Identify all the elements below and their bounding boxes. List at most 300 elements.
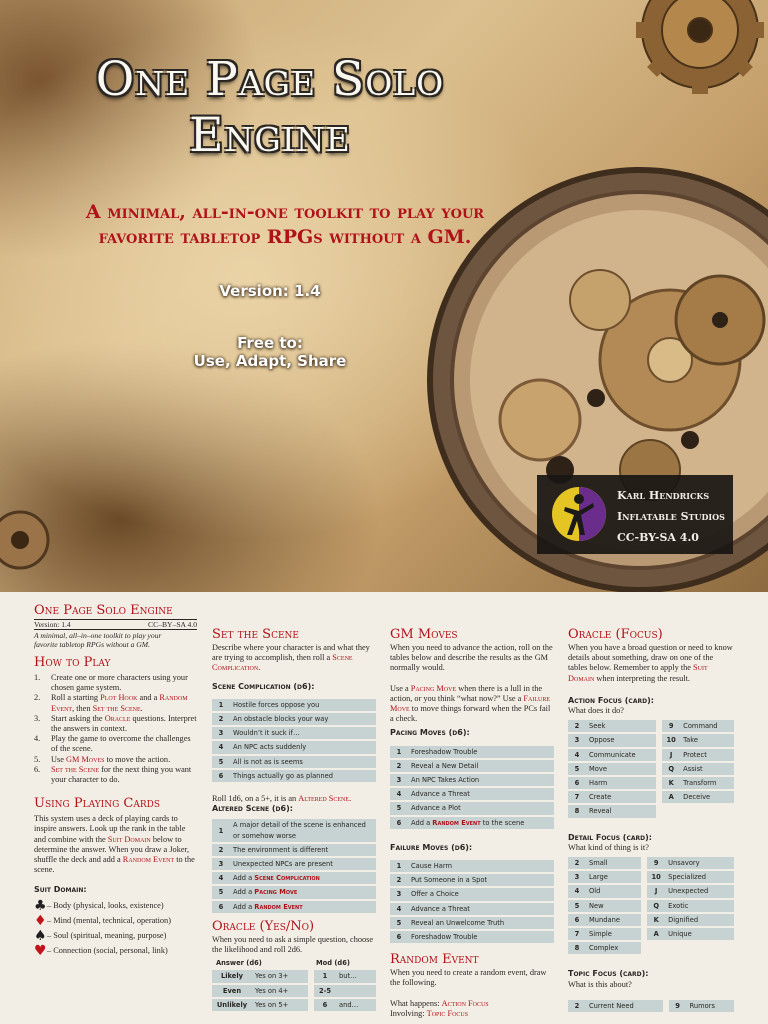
likelihood-value: Yes on 5+ bbox=[252, 999, 308, 1011]
step-text bbox=[51, 755, 170, 765]
text-run: All is not as is seems bbox=[233, 757, 303, 766]
roll-number: 6 bbox=[390, 817, 408, 829]
text-run: Hostile forces oppose you bbox=[233, 700, 320, 709]
complication-row bbox=[212, 713, 376, 725]
likelihood-value: Yes on 3+ bbox=[252, 970, 308, 982]
highlighted-term: Set the Scene bbox=[51, 764, 100, 774]
text-run: Advance a Plot bbox=[411, 804, 461, 813]
set-scene-title: Set the Scene bbox=[212, 627, 299, 642]
random-event-title: Random Event bbox=[390, 952, 479, 968]
card-result: Large bbox=[586, 871, 641, 883]
card-result bbox=[680, 805, 734, 817]
failure-table bbox=[390, 858, 554, 945]
card-result: Specialized bbox=[665, 871, 734, 883]
text-run: when there is a lull in the action, or you think “what now?” Use a bbox=[390, 683, 543, 703]
author-box bbox=[537, 475, 733, 554]
failure-title: Failure Moves (d6): bbox=[390, 842, 473, 852]
step-text bbox=[51, 765, 197, 785]
roll-result bbox=[230, 858, 376, 870]
roll-number: 5 bbox=[390, 917, 408, 929]
card-rank: Q bbox=[662, 763, 680, 775]
roll-number: 4 bbox=[212, 872, 230, 884]
step-item bbox=[34, 693, 197, 713]
highlighted-term: Scene Complication bbox=[212, 653, 353, 673]
roll-result bbox=[230, 770, 376, 782]
answer-header: Answer (d6) bbox=[216, 959, 262, 968]
suit-list bbox=[34, 899, 197, 959]
roll-number: 6 bbox=[390, 931, 408, 943]
pacing-row bbox=[390, 802, 554, 814]
column-4 bbox=[568, 592, 734, 1014]
action-focus-title: Action Focus (card): bbox=[568, 695, 654, 705]
text-run: Cause Harm bbox=[411, 862, 453, 871]
oracle-focus-text bbox=[568, 643, 734, 684]
highlighted-term: Failure Move bbox=[390, 693, 551, 714]
card-result: New bbox=[586, 900, 641, 912]
highlighted-term: Oracle bbox=[104, 713, 131, 723]
complication-row bbox=[212, 756, 376, 768]
author-name: Karl Hendricks bbox=[617, 489, 710, 502]
text-run: Reveal an Unwelcome Truth bbox=[411, 918, 505, 927]
roll-result bbox=[408, 746, 554, 758]
involving-value: Topic Focus bbox=[426, 1008, 469, 1018]
clubs-icon: ♣ bbox=[34, 898, 47, 915]
roll-number: 3 bbox=[390, 888, 408, 900]
detail-focus-row bbox=[568, 857, 734, 869]
what-happens-label: What happens: bbox=[390, 998, 442, 1008]
card-result: Oppose bbox=[586, 734, 656, 746]
roll-result bbox=[230, 741, 376, 753]
highlighted-term: Random Event bbox=[254, 902, 303, 911]
roll-result bbox=[230, 886, 376, 898]
subtitle-line-2: favorite tabletop RPGs without a GM. bbox=[98, 226, 472, 248]
detail-focus-row bbox=[568, 885, 734, 897]
text-run: , then bbox=[72, 703, 93, 713]
studio-name: Inflatable Studios bbox=[617, 510, 725, 523]
roll-result bbox=[408, 802, 554, 814]
pacing-row bbox=[390, 760, 554, 772]
text-run: questions. Interpret the answers in context. bbox=[51, 713, 197, 734]
roll-result bbox=[408, 788, 554, 800]
card-result: Unique bbox=[665, 928, 734, 940]
text-run: Advance a Threat bbox=[411, 790, 470, 799]
complication-row bbox=[212, 699, 376, 711]
text-run: and a bbox=[137, 693, 160, 703]
card-result: Unexpected bbox=[665, 885, 734, 897]
altered-row bbox=[212, 901, 376, 913]
roll-result bbox=[230, 727, 376, 739]
highlighted-term: Random Event bbox=[432, 818, 481, 827]
text-run: Reveal a New Detail bbox=[411, 761, 479, 770]
mod-value: but… bbox=[336, 970, 376, 982]
highlighted-term: Set the Scene bbox=[92, 703, 141, 713]
card-result: Command bbox=[680, 720, 734, 732]
altered-row bbox=[212, 886, 376, 898]
card-result: Current Need bbox=[586, 1000, 663, 1012]
text-run: Describe where your character is and what they are trying to accomplish, then roll a bbox=[212, 643, 370, 663]
failure-row bbox=[390, 874, 554, 886]
using-cards-title: Using Playing Cards bbox=[34, 796, 161, 812]
failure-row bbox=[390, 931, 554, 943]
text-run: Put Someone in a Spot bbox=[411, 876, 488, 885]
inflatable-studios-logo bbox=[550, 485, 608, 543]
detail-focus-row bbox=[568, 928, 734, 940]
column-1 bbox=[34, 592, 197, 959]
card-result: Transform bbox=[680, 777, 734, 789]
text-run: An NPC acts suddenly bbox=[233, 743, 307, 752]
card-rank bbox=[662, 805, 680, 817]
pacing-row bbox=[390, 788, 554, 800]
failure-row bbox=[390, 903, 554, 915]
action-focus-row bbox=[568, 777, 734, 789]
card-result: Assist bbox=[680, 763, 734, 775]
text-run: Offer a Choice bbox=[411, 890, 459, 899]
suit-row bbox=[34, 914, 197, 929]
roll-result bbox=[408, 817, 554, 829]
free-to-label: Free to: bbox=[237, 334, 303, 352]
card-result: Seek bbox=[586, 720, 656, 732]
action-focus-row bbox=[568, 734, 734, 746]
roll-number: 3 bbox=[212, 727, 230, 739]
action-focus-table bbox=[568, 718, 734, 819]
step-item bbox=[34, 673, 197, 693]
column-2 bbox=[212, 592, 376, 1013]
step-item bbox=[34, 734, 197, 754]
mod-value bbox=[336, 985, 376, 997]
oracle-row bbox=[212, 970, 376, 982]
roll-result bbox=[230, 699, 376, 711]
detail-focus-row bbox=[568, 900, 734, 912]
gm-moves-title: GM Moves bbox=[390, 627, 458, 642]
oracle-yesno-text: When you need to ask a simple question, choose the likelihood and roll 2d6. bbox=[212, 934, 374, 955]
oracle-row bbox=[212, 985, 376, 997]
altered-row bbox=[212, 872, 376, 884]
text-run: The environment is different bbox=[233, 845, 329, 854]
highlighted-term: Plot Hook bbox=[100, 693, 138, 703]
roll-number: 4 bbox=[390, 788, 408, 800]
step-number: 6. bbox=[34, 764, 41, 774]
roll-number: 6 bbox=[212, 901, 230, 913]
text-run: When you have a broad question or need to know details about something, draw on one of the tables below. Remember to apply the bbox=[568, 643, 733, 673]
card-result: Rumors bbox=[687, 1000, 734, 1012]
text-run: Foreshadow Trouble bbox=[411, 747, 478, 756]
pacing-row bbox=[390, 817, 554, 829]
oracle-yesno-table bbox=[212, 968, 376, 1013]
card-rank: J bbox=[662, 749, 680, 761]
text-run: Wouldn’t it suck if… bbox=[233, 729, 300, 738]
text-run: Advance a Threat bbox=[411, 904, 470, 913]
suit-text: – Connection (social, personal, link) bbox=[47, 946, 168, 956]
altered-row bbox=[212, 858, 376, 870]
card-rank: J bbox=[647, 885, 665, 897]
card-rank: 8 bbox=[568, 805, 586, 817]
text-run: below to determine the answer. When you draw a Joker, shuffle the deck and add a bbox=[34, 834, 190, 865]
roll-number: 4 bbox=[390, 903, 408, 915]
roll-result bbox=[230, 901, 376, 913]
card-rank: 2 bbox=[568, 1000, 586, 1012]
text-run: Start asking the bbox=[51, 713, 105, 723]
card-rank: 4 bbox=[568, 749, 586, 761]
highlighted-term: Pacing Move bbox=[254, 888, 298, 897]
set-scene-text bbox=[212, 643, 376, 674]
text-run: An obstacle blocks your way bbox=[233, 715, 329, 724]
highlighted-term: Suit Domain bbox=[107, 834, 151, 844]
oracle-headers bbox=[212, 958, 376, 968]
gm-moves-text: When you need to advance the action, roll on the tables below and describe the results as the GM normally would. bbox=[390, 643, 553, 673]
version-row bbox=[34, 620, 197, 630]
license-text: CC–BY–SA 4.0 bbox=[148, 620, 197, 629]
card-rank: 5 bbox=[568, 900, 586, 912]
detail-focus-row bbox=[568, 914, 734, 926]
card-result: Small bbox=[586, 857, 641, 869]
tagline-line-2: favorite tabletop RPGs without a GM. bbox=[34, 640, 151, 649]
step-number: 1. bbox=[34, 673, 41, 682]
card-result: Simple bbox=[586, 928, 641, 940]
roll-number: 2 bbox=[212, 713, 230, 725]
complication-table bbox=[212, 697, 376, 784]
roll-result bbox=[230, 872, 376, 884]
step-number: 5. bbox=[34, 754, 41, 764]
roll-result bbox=[408, 888, 554, 900]
card-result: Old bbox=[586, 885, 641, 897]
step-number: 3. bbox=[34, 713, 41, 723]
card-result: Harm bbox=[586, 777, 656, 789]
action-focus-row bbox=[568, 749, 734, 761]
card-result bbox=[665, 942, 734, 954]
roll-text bbox=[212, 794, 376, 804]
card-rank bbox=[647, 942, 665, 954]
detail-focus-title: Detail Focus (card): bbox=[568, 832, 652, 842]
highlighted-term: Suit Domain bbox=[568, 663, 708, 683]
text-run: Roll a starting bbox=[51, 693, 101, 703]
text-run: Create one or more characters using your chosen game system. bbox=[51, 673, 188, 693]
card-rank: 9 bbox=[647, 857, 665, 869]
random-event-text: When you need to create a random event, draw the following. bbox=[390, 968, 547, 988]
roll-result bbox=[230, 713, 376, 725]
what-happens-value: Action Focus bbox=[441, 998, 489, 1008]
suit-text: – Mind (mental, technical, operation) bbox=[47, 916, 171, 926]
card-rank: K bbox=[662, 777, 680, 789]
complication-title: Scene Complication (d6): bbox=[212, 681, 315, 691]
card-rank: 3 bbox=[568, 734, 586, 746]
card-result: Reveal bbox=[586, 805, 656, 817]
card-rank: 2 bbox=[568, 857, 586, 869]
card-rank: 10 bbox=[647, 871, 665, 883]
step-text bbox=[51, 673, 197, 693]
text-run: Unexpected NPCs are present bbox=[233, 860, 333, 869]
mod-number: 1 bbox=[314, 970, 336, 982]
detail-focus-row bbox=[568, 871, 734, 883]
pacing-title: Pacing Moves (d6): bbox=[390, 728, 470, 738]
subtitle-line-1: A minimal, all-in-one toolkit to play your bbox=[85, 201, 485, 223]
card-rank: 7 bbox=[568, 928, 586, 940]
roll-result bbox=[408, 903, 554, 915]
tagline bbox=[34, 631, 197, 649]
oracle-focus-title: Oracle (Focus) bbox=[568, 627, 663, 642]
card-result: Protect bbox=[680, 749, 734, 761]
step-number: 2. bbox=[34, 693, 41, 703]
highlighted-term: Pacing Move bbox=[410, 683, 457, 693]
rules-page bbox=[0, 592, 768, 1024]
suit-domain-title: Suit Domain: bbox=[34, 885, 87, 895]
likelihood-label: Even bbox=[212, 985, 252, 997]
text-run: Use a bbox=[390, 683, 411, 693]
detail-focus-row bbox=[568, 942, 734, 954]
highlighted-term: Scene Complication bbox=[254, 874, 320, 883]
involving-row bbox=[390, 1009, 554, 1019]
card-rank: 9 bbox=[669, 1000, 687, 1012]
card-rank: 4 bbox=[568, 885, 586, 897]
card-result: Deceive bbox=[680, 791, 734, 803]
action-focus-row bbox=[568, 720, 734, 732]
text-run: to the scene bbox=[480, 818, 525, 827]
text-run: to the scene. bbox=[34, 855, 195, 875]
diamonds-icon: ♦ bbox=[34, 913, 47, 930]
card-result: Move bbox=[586, 763, 656, 775]
card-rank: 10 bbox=[662, 734, 680, 746]
card-rank: 9 bbox=[662, 720, 680, 732]
how-to-play-title: How to Play bbox=[34, 655, 111, 670]
pacing-table bbox=[390, 744, 554, 831]
oracle-yesno-title: Oracle (Yes/No) bbox=[212, 918, 315, 934]
action-focus-row bbox=[568, 805, 734, 817]
card-result: Exotic bbox=[665, 900, 734, 912]
roll-result bbox=[230, 844, 376, 856]
complication-row bbox=[212, 727, 376, 739]
highlighted-term: Random Event bbox=[51, 693, 188, 713]
text-run: An NPC Takes Action bbox=[411, 776, 480, 785]
action-focus-question: What does it do? bbox=[568, 706, 624, 716]
text-run: . bbox=[258, 663, 261, 673]
failure-row bbox=[390, 888, 554, 900]
text-run: Play the game to overcome the challenges of the scene. bbox=[51, 734, 191, 754]
roll-number: 5 bbox=[212, 886, 230, 898]
card-rank: A bbox=[647, 928, 665, 940]
roll-number: 1 bbox=[212, 699, 230, 711]
title-line-2: Engine bbox=[189, 108, 351, 163]
text-run: . bbox=[349, 794, 352, 804]
roll-number: 5 bbox=[390, 802, 408, 814]
card-rank: A bbox=[662, 791, 680, 803]
roll-result bbox=[408, 917, 554, 929]
suit-row bbox=[34, 944, 197, 959]
altered-title: Altered Scene (d6): bbox=[212, 804, 293, 814]
mod-value: and… bbox=[336, 999, 376, 1011]
suit-row bbox=[34, 929, 197, 944]
roll-number: 2 bbox=[212, 844, 230, 856]
use-text bbox=[390, 684, 554, 725]
mod-header: Mod (d6) bbox=[316, 959, 350, 968]
step-item bbox=[34, 755, 197, 765]
roll-result bbox=[408, 760, 554, 772]
text-run: Add a bbox=[411, 818, 433, 827]
text-run: Add a bbox=[233, 902, 255, 911]
card-rank: 3 bbox=[568, 871, 586, 883]
card-rank: K bbox=[647, 914, 665, 926]
text-run: when interpreting the result. bbox=[594, 673, 690, 683]
text-run: Add a bbox=[233, 874, 255, 883]
roll-number: 3 bbox=[212, 858, 230, 870]
title-line-1: One Page Solo bbox=[95, 52, 445, 107]
topic-focus-title: Topic Focus (card): bbox=[568, 969, 649, 979]
oracle-row bbox=[212, 999, 376, 1011]
step-text bbox=[51, 734, 197, 754]
mod-number: 2-5 bbox=[314, 985, 336, 997]
suit-row bbox=[34, 899, 197, 914]
roll-number: 6 bbox=[212, 770, 230, 782]
roll-number: 2 bbox=[390, 760, 408, 772]
card-rank: 2 bbox=[568, 720, 586, 732]
altered-table bbox=[212, 817, 376, 914]
step-text bbox=[51, 714, 197, 734]
failure-row bbox=[390, 860, 554, 872]
likelihood-label: Unlikely bbox=[212, 999, 252, 1011]
card-result: Communicate bbox=[586, 749, 656, 761]
how-to-play-list bbox=[34, 673, 197, 785]
text-run: to move things forward when the PCs fail a check. bbox=[390, 704, 551, 724]
roll-number: 1 bbox=[390, 746, 408, 758]
detail-focus-question: What kind of thing is it? bbox=[568, 842, 649, 852]
text-run: Use bbox=[51, 754, 66, 764]
roll-number: 4 bbox=[212, 741, 230, 753]
version-label: Version: 1.4 bbox=[219, 282, 321, 300]
free-actions-label: Use, Adapt, Share bbox=[193, 352, 347, 370]
highlighted-term: GM Moves bbox=[65, 754, 105, 764]
complication-row bbox=[212, 741, 376, 753]
card-rank: 8 bbox=[568, 942, 586, 954]
roll-result bbox=[408, 860, 554, 872]
card-result: Dignified bbox=[665, 914, 734, 926]
text-run: A major detail of the scene is enhanced or somehow worse bbox=[233, 821, 366, 840]
card-rank: 5 bbox=[568, 763, 586, 775]
roll-result bbox=[408, 774, 554, 786]
text-run: Roll 1d6, on a 5+, it is an bbox=[212, 794, 299, 804]
roll-result bbox=[408, 874, 554, 886]
step-item bbox=[34, 765, 197, 785]
text-run: to move the action. bbox=[104, 754, 171, 764]
suit-text: – Body (physical, looks, existence) bbox=[47, 901, 164, 911]
roll-number: 2 bbox=[390, 874, 408, 886]
card-rank: Q bbox=[647, 900, 665, 912]
detail-focus-table bbox=[568, 855, 734, 956]
text-run: Add a bbox=[233, 888, 255, 897]
text-run: for the next thing you want your character to do. bbox=[51, 764, 192, 785]
text-run: Things actually go as planned bbox=[233, 771, 334, 780]
roll-number: 3 bbox=[390, 774, 408, 786]
roll-result bbox=[230, 819, 376, 841]
header-title: One Page Solo Engine bbox=[34, 603, 197, 620]
step-item bbox=[34, 714, 197, 734]
topic-focus-table bbox=[568, 998, 734, 1014]
using-cards-text bbox=[34, 814, 197, 875]
card-result: Create bbox=[586, 791, 656, 803]
step-text bbox=[51, 693, 197, 713]
mod-number: 6 bbox=[314, 999, 336, 1011]
column-3 bbox=[390, 592, 554, 1019]
highlighted-term: Altered Scene bbox=[298, 794, 350, 804]
pacing-row bbox=[390, 774, 554, 786]
spades-icon: ♠ bbox=[34, 928, 47, 945]
text-run: Foreshadow Trouble bbox=[411, 933, 478, 942]
step-number: 4. bbox=[34, 734, 41, 744]
version-text: Version: 1.4 bbox=[34, 620, 71, 629]
involving-label: Involving: bbox=[390, 1008, 427, 1018]
suit-text: – Soul (spiritual, meaning, purpose) bbox=[47, 931, 167, 941]
likelihood-label: Likely bbox=[212, 970, 252, 982]
topic-focus-row bbox=[568, 1000, 734, 1012]
complication-row bbox=[212, 770, 376, 782]
roll-number: 1 bbox=[390, 860, 408, 872]
